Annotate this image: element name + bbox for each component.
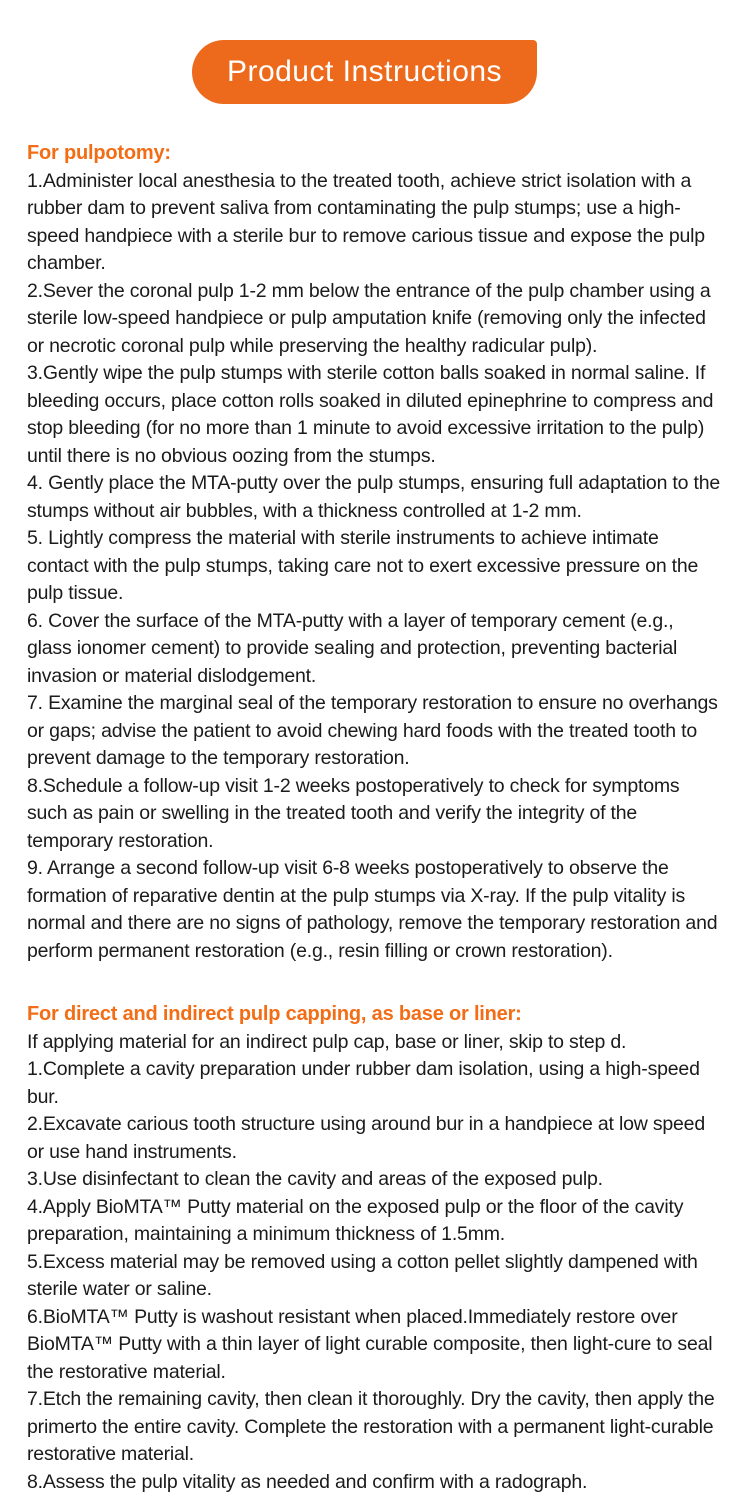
instruction-step: 6.BioMTA™ Putty is washout resistant when placed.Immediately restore over BioMTA™ Putty with a thin layer of light curable composite, then light-cure to seal the restorative material. (27, 1304, 723, 1387)
instruction-step: 2.Excavate carious tooth structure using around bur in a handpiece at low speed or use hand instruments. (27, 1111, 723, 1166)
instruction-step: 1.Administer local anesthesia to the treated tooth, achieve strict isolation with a rubber dam to prevent saliva from contaminating the pulp stumps; use a high-speed handpiece with a sterile bur to remove carious tissue and expose the pulp chamber. (27, 168, 723, 278)
section-pulp-capping (27, 1001, 723, 1496)
instruction-step: 7. Examine the marginal seal of the temporary restoration to ensure no overhangs or gaps; advise the patient to avoid chewing hard foods with the treated tooth to prevent damage to the temporary restoration. (27, 690, 723, 773)
product-instructions-page (0, 40, 750, 1447)
title-badge (192, 40, 537, 104)
instruction-step: 9. Arrange a second follow-up visit 6-8 weeks postoperatively to observe the formation of reparative dentin at the pulp stumps via X-ray. If the pulp vitality is normal and there are no signs of pathology, remove the temporary restoration and perform permanent restoration (e.g., resin filling or crown restoration). (27, 855, 723, 965)
instruction-step: 8.Schedule a follow-up visit 1-2 weeks postoperatively to check for symptoms such as pain or swelling in the treated tooth and verify the integrity of the temporary restoration. (27, 773, 723, 856)
instruction-step: 5.Excess material may be removed using a cotton pellet slightly dampened with sterile water or saline. (27, 1249, 723, 1304)
instruction-step: 4. Gently place the MTA-putty over the pulp stumps, ensuring full adaptation to the stumps without air bubbles, with a thickness controlled at 1-2 mm. (27, 470, 723, 525)
instruction-step: 6. Cover the surface of the MTA-putty with a layer of temporary cement (e.g., glass ionomer cement) to provide sealing and protection, preventing bacterial invasion or material dislodgement. (27, 608, 723, 691)
instructions-content (0, 104, 750, 1496)
instruction-step: 4.Apply BioMTA™ Putty material on the exposed pulp or the floor of the cavity preparation, maintaining a minimum thickness of 1.5mm. (27, 1194, 723, 1249)
section-intro: If applying material for an indirect pulp cap, base or liner, skip to step d. (27, 1029, 723, 1057)
instruction-step: 2.Sever the coronal pulp 1-2 mm below the entrance of the pulp chamber using a sterile low-speed handpiece or pulp amputation knife (removing only the infected or necrotic coronal pulp while preserving the healthy radicular pulp). (27, 278, 723, 361)
instruction-step: 7.Etch the remaining cavity, then clean it thoroughly. Dry the cavity, then apply the primerto the entire cavity. Complete the restoration with a permanent light-curable restorative material. (27, 1386, 723, 1469)
section-heading-pulpotomy: For pulpotomy: (27, 140, 723, 168)
section-heading-pulp-capping: For direct and indirect pulp capping, as base or liner: (27, 1001, 723, 1029)
instruction-step: 3.Gently wipe the pulp stumps with sterile cotton balls soaked in normal saline. If bleeding occurs, place cotton rolls soaked in diluted epinephrine to compress and stop bleeding (for no more than 1 minute to avoid excessive irritation to the pulp) until there is no obvious oozing from the stumps. (27, 360, 723, 470)
instruction-step: 5. Lightly compress the material with sterile instruments to achieve intimate contact with the pulp stumps, taking care not to exert excessive pressure on the pulp tissue. (27, 525, 723, 608)
instruction-step: 1.Complete a cavity preparation under rubber dam isolation, using a high-speed bur. (27, 1056, 723, 1111)
section-pulpotomy (27, 140, 723, 965)
page-title: Product Instructions (227, 55, 502, 89)
instruction-step: 8.Assess the pulp vitality as needed and confirm with a radograph. (27, 1469, 723, 1496)
instruction-step: 3.Use disinfectant to clean the cavity and areas of the exposed pulp. (27, 1166, 723, 1194)
